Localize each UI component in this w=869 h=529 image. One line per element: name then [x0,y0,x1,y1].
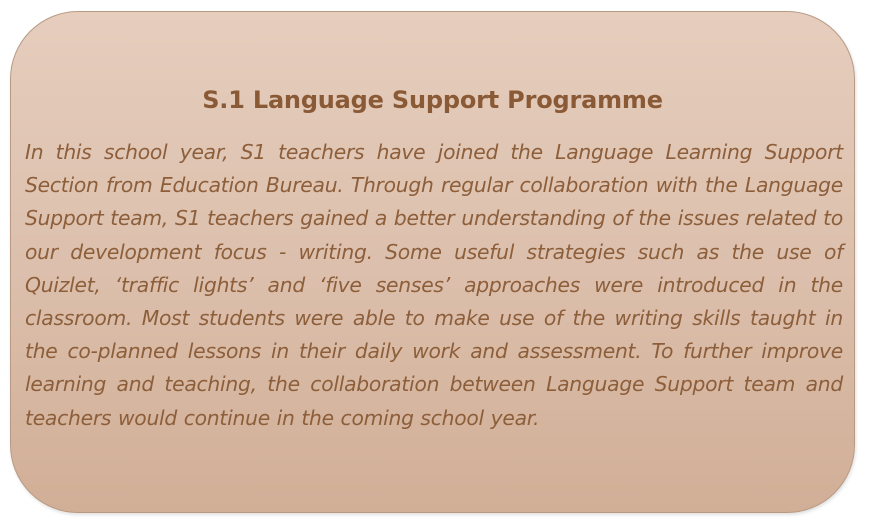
card-title: S.1 Language Support Programme [202,86,663,114]
programme-card [10,11,855,513]
card-body-text: In this school year, S1 teachers have joined the Language Learning Support Section from Education Bureau. Through regular collaboration with the Language Support team, S1 teachers gained a better understanding of the issues related to our development focus - writing. Some useful strategies such as the use of Quizlet, ‘traffic lights’ and ‘five senses’ approaches were introduced in the classroom. Most students were able to make use of the writing skills taught in the co-planned lessons in their daily work and assessment. To further improve learning and teaching, the collaboration between Language Support team and teachers would continue in the coming school year. [25,140,843,430]
